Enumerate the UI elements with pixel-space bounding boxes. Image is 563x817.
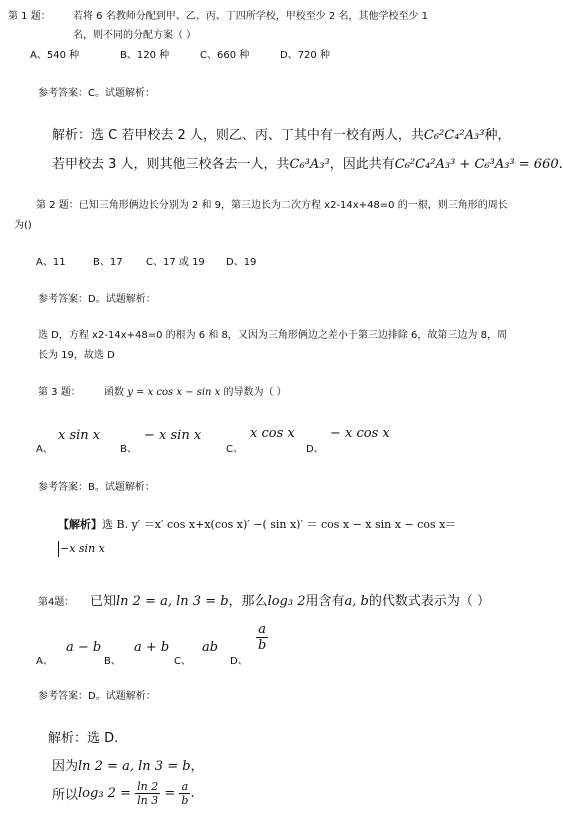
- q4-option-a-value: a − b: [66, 640, 102, 655]
- q1-analysis-line2-prefix: 若甲校去 3 人，则其他三校各去一人，共: [52, 157, 290, 172]
- q3-text-math: y = x cos x − sin x: [127, 387, 221, 398]
- q2-analysis-line1: 选 D，方程 x2-14x+48=0 的根为 6 和 8，又因为三角形俩边之差小于第三边排除 6，故第三边为 8，周: [38, 330, 507, 341]
- q1-analysis-line2: [52, 153, 563, 172]
- q3-option-c-value: x cos x: [250, 426, 295, 441]
- q4-answer: 参考答案：D。试题解析：: [38, 691, 156, 702]
- q2-text-line1-body: 已知三角形俩边长分别为 2 和 9，第三边长为二次方程 x2-14x+48=0 的一根，则三角形的周长: [78, 200, 508, 211]
- q1-option-d: D、720 种: [280, 50, 330, 61]
- q4-text-suffix: 用含有: [305, 594, 345, 609]
- q4-analysis-line2-math: ln 2 = a, ln 3 = b: [78, 759, 191, 774]
- q4-label: 第4题：: [38, 597, 75, 608]
- q4-option-d-num: a: [256, 622, 268, 638]
- q2-label: 第 2 题：: [36, 200, 79, 211]
- q3-analysis-line1: [58, 516, 456, 532]
- q4-analysis-line3-frac2-den: b: [181, 794, 189, 807]
- q4-analysis-line2-prefix: 因为: [52, 759, 79, 774]
- q1-analysis-line2-mid: ，因此共有: [329, 157, 395, 172]
- q2-text-line1: [36, 196, 508, 211]
- q4-text-end: 的代数式表示为（ ）: [368, 594, 490, 609]
- q4-option-b-letter: B、: [104, 656, 121, 667]
- q4-text-math3: a, b: [344, 594, 369, 609]
- q4-analysis-line3-frac1-num: ln 2: [137, 780, 159, 793]
- q3-option-a-value: x sin x: [58, 428, 101, 443]
- q4-option-d-letter: D、: [230, 656, 248, 667]
- text-cursor: [58, 541, 59, 557]
- q4-text-math1: ln 2 = a, ln 3 = b: [116, 594, 229, 609]
- q4-analysis-line3-math: log₃ 2 =: [78, 786, 131, 801]
- q3-option-d-letter: D、: [306, 444, 324, 455]
- q3-option-b-letter: B、: [120, 444, 137, 455]
- q2-text-line2: 为(): [14, 220, 32, 231]
- q4-text-prefix: 已知: [90, 594, 117, 609]
- q4-analysis-line3-end: .: [190, 786, 195, 801]
- q3-text-suffix: 的导数为（ ）: [223, 387, 287, 398]
- q1-option-a: A、540 种: [30, 50, 80, 61]
- q4-analysis-line3-eq: =: [164, 786, 176, 801]
- q4-option-d-value: [256, 622, 268, 653]
- q4-analysis-line3: [52, 780, 195, 807]
- q3-label: 第 3 题：: [38, 387, 81, 398]
- q4-option-d-den: b: [258, 638, 267, 653]
- q3-option-b-value: − x sin x: [144, 428, 202, 443]
- q1-analysis-line2-end: .: [558, 157, 563, 172]
- q1-analysis-line1: [52, 124, 510, 143]
- q4-analysis-line1: 解析：选 D.: [48, 731, 119, 746]
- q4-option-a-letter: A、: [36, 656, 53, 667]
- q2-answer: 参考答案：D。试题解析：: [38, 294, 156, 305]
- q3-analysis-tag: 【解析】: [58, 518, 102, 531]
- q2-option-a: A、11: [36, 257, 66, 268]
- q1-analysis-line1-math: C₆²C₄²A₃³: [423, 128, 485, 143]
- q4-analysis-line2: [52, 755, 204, 774]
- q3-option-c-letter: C、: [226, 444, 243, 455]
- q1-option-b: B、120 种: [120, 50, 170, 61]
- q3-analysis-line2: −x sin x: [60, 542, 105, 555]
- q1-answer: 参考答案：C。试题解析：: [38, 88, 155, 99]
- q1-analysis-line1-suffix: 种，: [484, 128, 511, 143]
- q4-text: [90, 590, 490, 609]
- q4-analysis-line2-end: ，: [190, 759, 204, 774]
- q1-text-line2: 名，则不同的分配方案（ ）: [73, 30, 197, 41]
- q3-text: [104, 383, 287, 398]
- q4-text-math2: log₃ 2: [267, 594, 306, 609]
- q1-label: 第 1 题：: [8, 11, 51, 22]
- q4-analysis-line3-frac1-den: ln 3: [137, 794, 159, 807]
- q2-option-b: B、17: [93, 257, 123, 268]
- q3-option-a-letter: A、: [36, 444, 53, 455]
- q3-analysis-line1-body: 选 B. y′ ＝x′ cos x+x(cos x)′ −( sin x)′ ＝ cos x − x sin x − cos x＝: [102, 518, 457, 531]
- q3-answer: 参考答案：B。试题解析：: [38, 482, 155, 493]
- q4-option-c-value: ab: [202, 640, 219, 655]
- q2-option-d: D、19: [226, 257, 257, 268]
- q4-analysis-line3-prefix: 所以: [52, 788, 79, 803]
- q2-analysis-line2: 长为 19，故选 D: [38, 350, 115, 361]
- q4-analysis-line3-frac2-num: a: [179, 780, 190, 794]
- q3-text-prefix: 函数: [104, 387, 124, 398]
- q1-analysis-line1-prefix: 解析：选 C 若甲校去 2 人，则乙、丙、丁其中有一校有两人，共: [52, 128, 424, 143]
- q1-text-line1: 若将 6 名教师分配到甲、乙、丙、丁四所学校，甲校至少 2 名，其他学校至少 1: [73, 11, 428, 22]
- q1-analysis-line2-math1: C₆³A₃³: [289, 157, 330, 172]
- q2-option-c: C、17 或 19: [146, 257, 205, 268]
- q4-text-mid: ，那么: [228, 594, 268, 609]
- q1-analysis-line2-math2: C₆²C₄²A₃³ + C₆³A₃³ = 660: [394, 157, 559, 172]
- q1-option-c: C、660 种: [200, 50, 250, 61]
- q4-option-c-letter: C、: [174, 656, 191, 667]
- q4-option-b-value: a + b: [134, 640, 170, 655]
- q3-option-d-value: − x cos x: [330, 426, 390, 441]
